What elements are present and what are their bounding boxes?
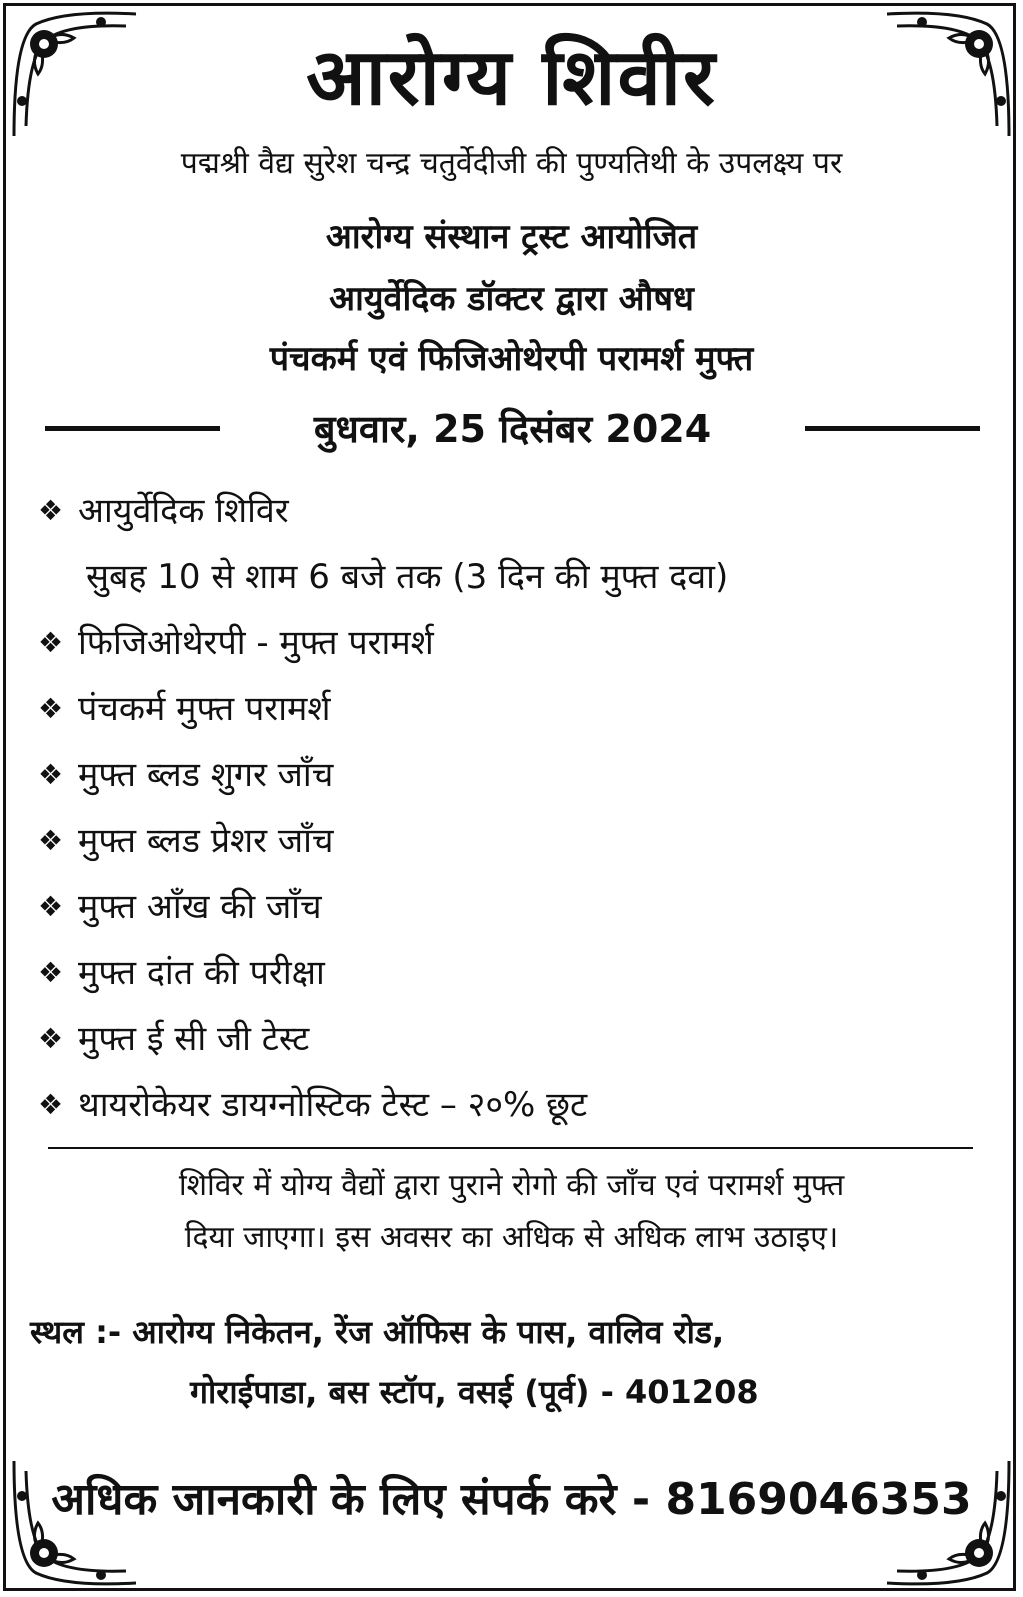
bullet-icon: ❖: [38, 758, 64, 791]
list-item: [38, 874, 998, 940]
bullet-icon: ❖: [38, 626, 64, 659]
venue-address: [30, 1302, 1000, 1422]
date-rule-right: [805, 426, 980, 431]
divider: [48, 1147, 973, 1149]
list-item-text: मुफ्त ब्लड प्रेशर जाँच: [78, 821, 334, 861]
bullet-icon: ❖: [38, 824, 64, 857]
list-item-text: सुबह 10 से शाम 6 बजे तक (3 दिन की मुफ्त दवा): [86, 557, 729, 597]
list-item-text: मुफ्त आँख की जाँच: [78, 887, 322, 927]
list-item: [38, 1006, 998, 1072]
list-item-detail: [38, 544, 998, 610]
list-item-text: मुफ्त ई सी जी टेस्ट: [78, 1019, 310, 1059]
list-item-text: पंचकर्म मुफ्त परामर्श: [78, 689, 331, 729]
info-paragraph-line-2: दिया जाएगा। इस अवसर का अधिक से अधिक लाभ उठाइए।: [184, 1220, 839, 1255]
date-banner: [45, 398, 980, 458]
list-item-text: थायरोकेयर डायग्नोस्टिक टेस्ट – २०% छूट: [78, 1085, 588, 1125]
info-paragraph: [20, 1160, 1003, 1264]
subtitle: पद्मश्री वैद्य सुरेश चन्द्र चतुर्वेदीजी की पुण्यतिथी के उपलक्ष्य पर: [180, 146, 843, 181]
bullet-icon: ❖: [38, 1022, 64, 1055]
list-item: [38, 478, 998, 544]
list-item-text: फिजिओथेरपी - मुफ्त परामर्श: [78, 623, 434, 663]
poster-title: आरोग्य शिवीर: [306, 33, 717, 123]
event-date: बुधवार, 25 दिसंबर 2024: [313, 407, 712, 451]
bullet-icon: ❖: [38, 890, 64, 923]
bullet-icon: ❖: [38, 494, 64, 527]
list-item: [38, 1072, 998, 1138]
list-item-text: मुफ्त दांत की परीक्षा: [78, 953, 325, 993]
list-item: [38, 808, 998, 874]
date-rule-left: [45, 426, 220, 431]
info-paragraph-line-1: शिविर में योग्य वैद्यों द्वारा पुराने रोगो की जाँच एवं परामर्श मुफ्त: [178, 1168, 845, 1203]
bullet-icon: ❖: [38, 956, 64, 989]
venue-line-1: स्थल :- आरोग्य निकेतन, रेंज ऑफिस के पास, वालिव रोड,: [30, 1313, 725, 1351]
list-item: [38, 940, 998, 1006]
list-item: [38, 676, 998, 742]
headline-line-3: पंचकर्म एवं फिजिओथेरपी परामर्श मुफ्त: [269, 339, 754, 379]
headline-line-2: आयुर्वेदिक डॉक्टर द्वारा औषध: [329, 279, 694, 319]
list-item-text: आयुर्वेदिक शिविर: [78, 491, 289, 531]
list-item-text: मुफ्त ब्लड शुगर जाँच: [78, 755, 334, 795]
list-item: [38, 742, 998, 808]
bullet-icon: ❖: [38, 1088, 64, 1121]
service-list: [38, 478, 998, 1138]
list-item: [38, 610, 998, 676]
contact-line: अधिक जानकारी के लिए संपर्क करे - 8169046353: [51, 1474, 972, 1525]
organizer-line: आरोग्य संस्थान ट्रस्ट आयोजित: [325, 217, 698, 257]
bullet-icon: ❖: [38, 692, 64, 725]
venue-line-2: गोराईपाडा, बस स्टॉप, वसई (पूर्व) - 401208: [190, 1373, 759, 1411]
